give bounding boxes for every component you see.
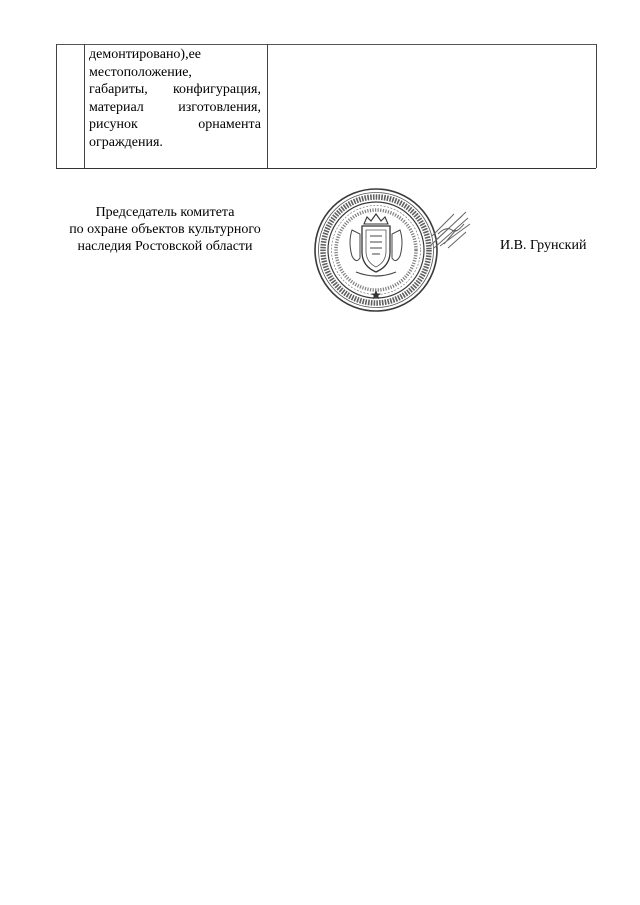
description-line: материал изготовления, <box>89 99 261 115</box>
table-border-right <box>596 44 597 168</box>
signature-scribble-icon <box>426 206 472 252</box>
description-line: рисунок орнамента <box>89 117 261 132</box>
position-line: наследия Ростовской области <box>77 239 253 254</box>
table-column-divider-2 <box>267 44 268 168</box>
description-line: ограждения. <box>89 134 163 150</box>
table-cell-description <box>89 46 261 151</box>
description-line: местоположение, <box>89 64 192 80</box>
description-line: габариты, конфигурация, <box>89 82 261 97</box>
signatory-name: И.В. Грунский <box>500 238 587 253</box>
signatory-position <box>40 204 290 255</box>
table-column-divider-1 <box>84 44 85 168</box>
position-line: по охране объектов культурного <box>69 222 261 237</box>
description-line: демонтировано),ее <box>89 47 202 62</box>
position-line: Председатель комитета <box>95 205 235 220</box>
official-seal-icon <box>312 186 440 314</box>
table-border-left <box>56 44 57 168</box>
